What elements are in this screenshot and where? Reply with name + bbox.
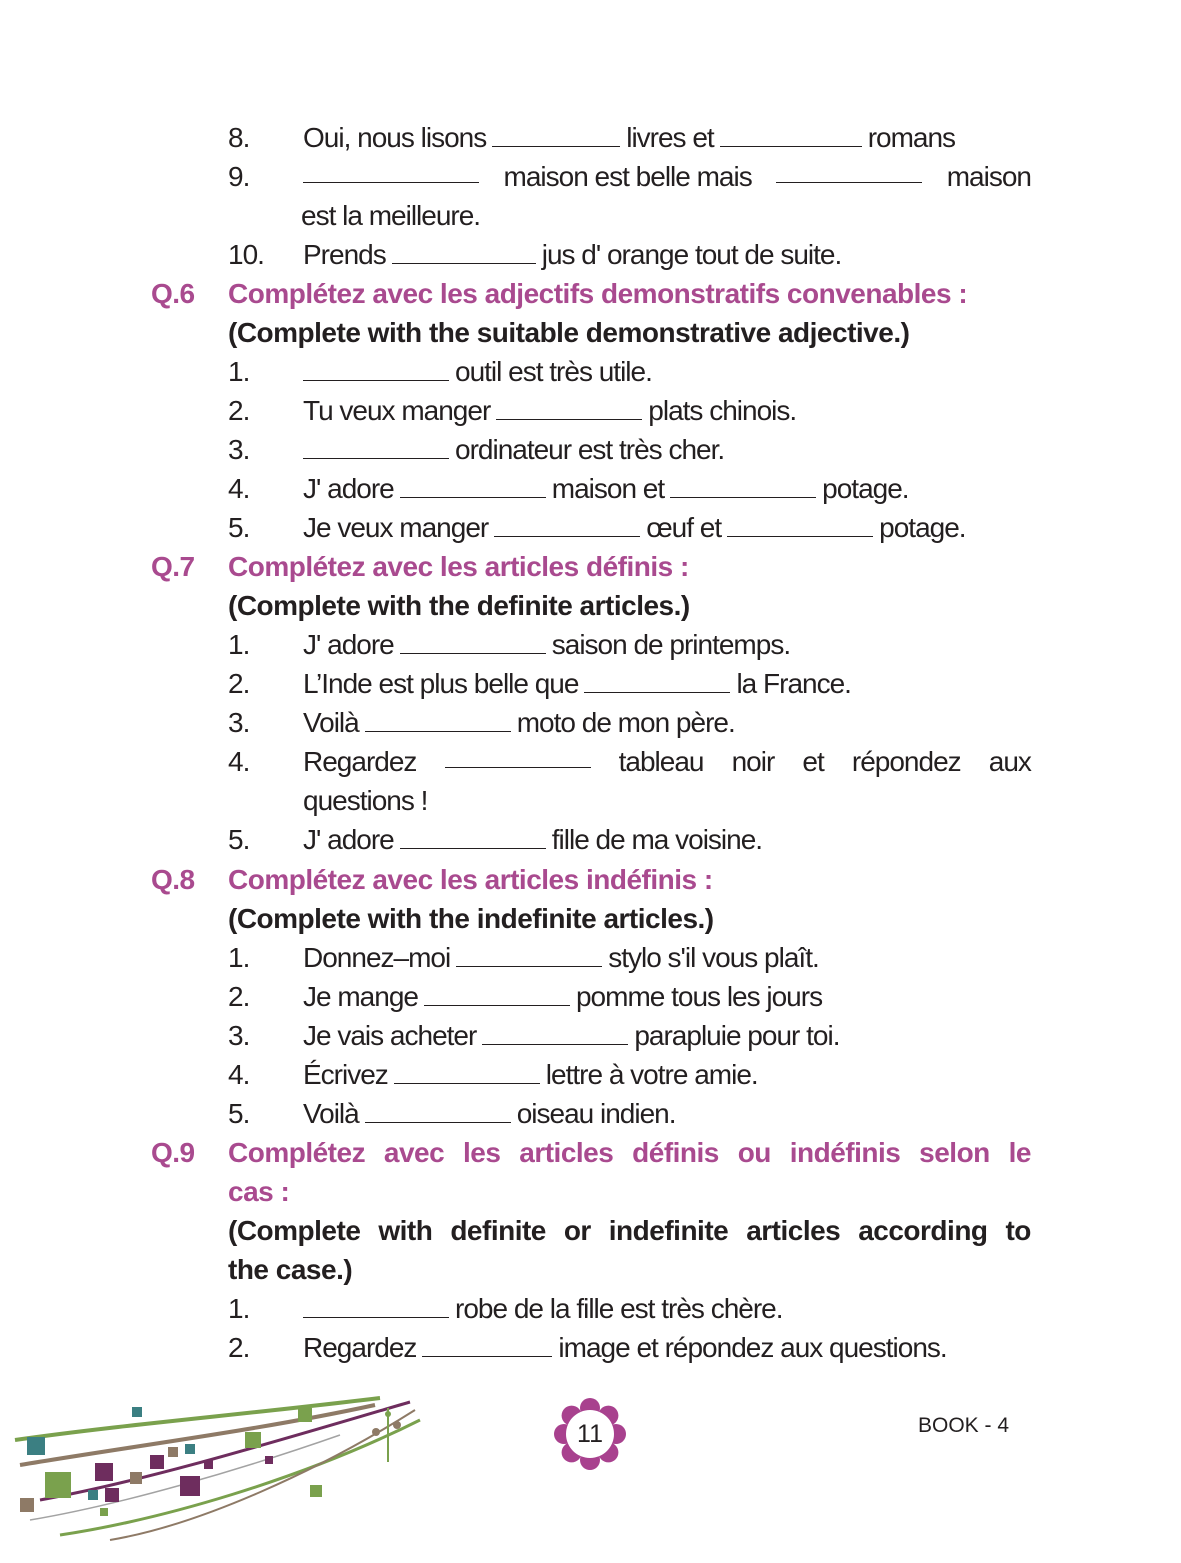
sentence: Je mange pomme tous les jours [303, 981, 823, 1012]
sentence: J' adore fille de ma voisine. [303, 824, 763, 855]
item-number: 1. [228, 629, 250, 660]
blank-field[interactable] [394, 1058, 540, 1084]
blank-field[interactable] [424, 980, 570, 1006]
blank-field[interactable] [365, 706, 511, 732]
blank-field[interactable] [303, 433, 449, 459]
question-title: Complétez avec les articles définis ou indéfinis selon le [228, 1137, 1031, 1168]
exercise-line [0, 820, 1181, 859]
item-number: 9. [228, 161, 250, 192]
question-heading [0, 547, 1181, 586]
exercise-line [0, 118, 1181, 157]
item-number: 3. [228, 707, 250, 738]
sentence: J' adore saison de printemps. [303, 629, 791, 660]
question-subtitle: (Complete with the indefinite articles.) [228, 903, 714, 934]
blank-field[interactable] [776, 157, 922, 183]
blank-field[interactable] [392, 238, 536, 264]
question-title: Complétez avec les articles indéfinis : [228, 864, 713, 895]
exercise-line-continuation [0, 781, 1181, 820]
exercise-line [0, 391, 1181, 430]
exercise-line [0, 1289, 1181, 1328]
exercise-line [0, 625, 1181, 664]
exercise-line [0, 430, 1181, 469]
question-subtitle-line [0, 586, 1181, 625]
blank-field[interactable] [727, 511, 873, 537]
sentence: robe de la fille est très chère. [303, 1289, 1031, 1328]
blank-field[interactable] [445, 742, 591, 768]
blank-field[interactable] [670, 472, 816, 498]
exercise-line [0, 664, 1181, 703]
question-title: Complétez avec les articles définis : [228, 551, 689, 582]
exercise-line [0, 938, 1181, 977]
question-subtitle-line [0, 1211, 1181, 1250]
sentence: Je veux manger œuf et potage. [303, 512, 966, 543]
blank-field[interactable] [496, 394, 642, 420]
sentence: Je vais acheter parapluie pour toi. [303, 1020, 840, 1051]
question-title-continuation: cas : [228, 1176, 290, 1207]
question-heading-continuation [0, 1172, 1181, 1211]
question-heading [0, 860, 1181, 899]
blank-field[interactable] [303, 157, 479, 183]
item-number: 1. [228, 356, 250, 387]
item-number: 2. [228, 981, 250, 1012]
item-number: 1. [228, 942, 250, 973]
sentence: Tu veux manger plats chinois. [303, 395, 797, 426]
exercise-line-continuation [0, 196, 1181, 235]
exercise-line [0, 508, 1181, 547]
question-heading [0, 1133, 1181, 1172]
exercise-line [0, 1055, 1181, 1094]
item-number: 8. [228, 122, 250, 153]
item-number: 3. [228, 1020, 250, 1051]
item-number: 2. [228, 668, 250, 699]
item-number: 1. [228, 1293, 250, 1324]
blank-field[interactable] [303, 1292, 449, 1318]
blank-field[interactable] [303, 355, 449, 381]
sentence: Oui, nous lisons livres et romans [303, 122, 956, 153]
blank-field[interactable] [422, 1331, 552, 1357]
question-subtitle-line [0, 899, 1181, 938]
exercise-line [0, 1328, 1181, 1367]
sentence: outil est très utile. [303, 352, 1031, 391]
sentence: L’Inde est plus belle que la France. [303, 668, 851, 699]
sentence: Voilà moto de mon père. [303, 707, 735, 738]
blank-field[interactable] [494, 511, 640, 537]
sentence: Regardez image et répondez aux questions. [303, 1332, 947, 1363]
item-number: 5. [228, 512, 250, 543]
question-subtitle-continuation-line [0, 1250, 1181, 1289]
question-label: Q.6 [151, 278, 195, 309]
question-label: Q.9 [151, 1137, 195, 1168]
item-number: 5. [228, 824, 250, 855]
exercise-line [0, 703, 1181, 742]
item-number: 5. [228, 1098, 250, 1129]
exercise-line [0, 1094, 1181, 1133]
blank-field[interactable] [365, 1097, 511, 1123]
exercise-line [0, 235, 1181, 274]
item-number: 2. [228, 395, 250, 426]
exercise-line [0, 742, 1181, 781]
sentence: J' adore maison et potage. [303, 473, 909, 504]
exercise-line [0, 977, 1181, 1016]
blank-field[interactable] [400, 823, 546, 849]
question-subtitle-line [0, 313, 1181, 352]
blank-field[interactable] [482, 1019, 628, 1045]
exercise-line [0, 352, 1181, 391]
question-title: Complétez avec les adjectifs demonstratifs convenables : [228, 278, 968, 309]
question-label: Q.8 [151, 864, 195, 895]
book-label: BOOK - 4 [918, 1414, 1010, 1437]
sentence-continuation: est la meilleure. [301, 200, 481, 231]
sentence: Donnez–moi stylo s'il vous plaît. [303, 942, 819, 973]
item-number: 10. [228, 239, 264, 270]
question-label: Q.7 [151, 551, 195, 582]
sentence: Prends jus d' orange tout de suite. [303, 239, 842, 270]
blank-field[interactable] [492, 121, 620, 147]
sentence-continuation: questions ! [303, 785, 428, 816]
exercise-line [0, 469, 1181, 508]
question-subtitle: (Complete with the suitable demonstrative adjective.) [228, 317, 910, 348]
question-subtitle: (Complete with definite or indefinite articles according to [228, 1215, 1031, 1246]
exercise-line [0, 157, 1181, 196]
blank-field[interactable] [400, 472, 546, 498]
page-number: 11 [577, 1420, 603, 1448]
sentence: ordinateur est très cher. [303, 430, 1031, 469]
blank-field[interactable] [400, 628, 546, 654]
item-number: 4. [228, 1059, 250, 1090]
blank-field[interactable] [720, 121, 862, 147]
exercise-line [0, 1016, 1181, 1055]
item-number: 4. [228, 746, 250, 777]
question-heading [0, 274, 1181, 313]
sentence: maison est belle mais maison [303, 157, 1031, 196]
sentence: Regardez tableau noir et répondez aux [303, 742, 1031, 781]
sentence: Écrivez lettre à votre amie. [303, 1059, 758, 1090]
item-number: 2. [228, 1332, 250, 1363]
item-number: 4. [228, 473, 250, 504]
blank-field[interactable] [456, 941, 602, 967]
blank-field[interactable] [584, 667, 730, 693]
sentence: Voilà oiseau indien. [303, 1098, 676, 1129]
question-subtitle-continuation: the case.) [228, 1254, 353, 1285]
question-subtitle: (Complete with the definite articles.) [228, 590, 690, 621]
item-number: 3. [228, 434, 250, 465]
